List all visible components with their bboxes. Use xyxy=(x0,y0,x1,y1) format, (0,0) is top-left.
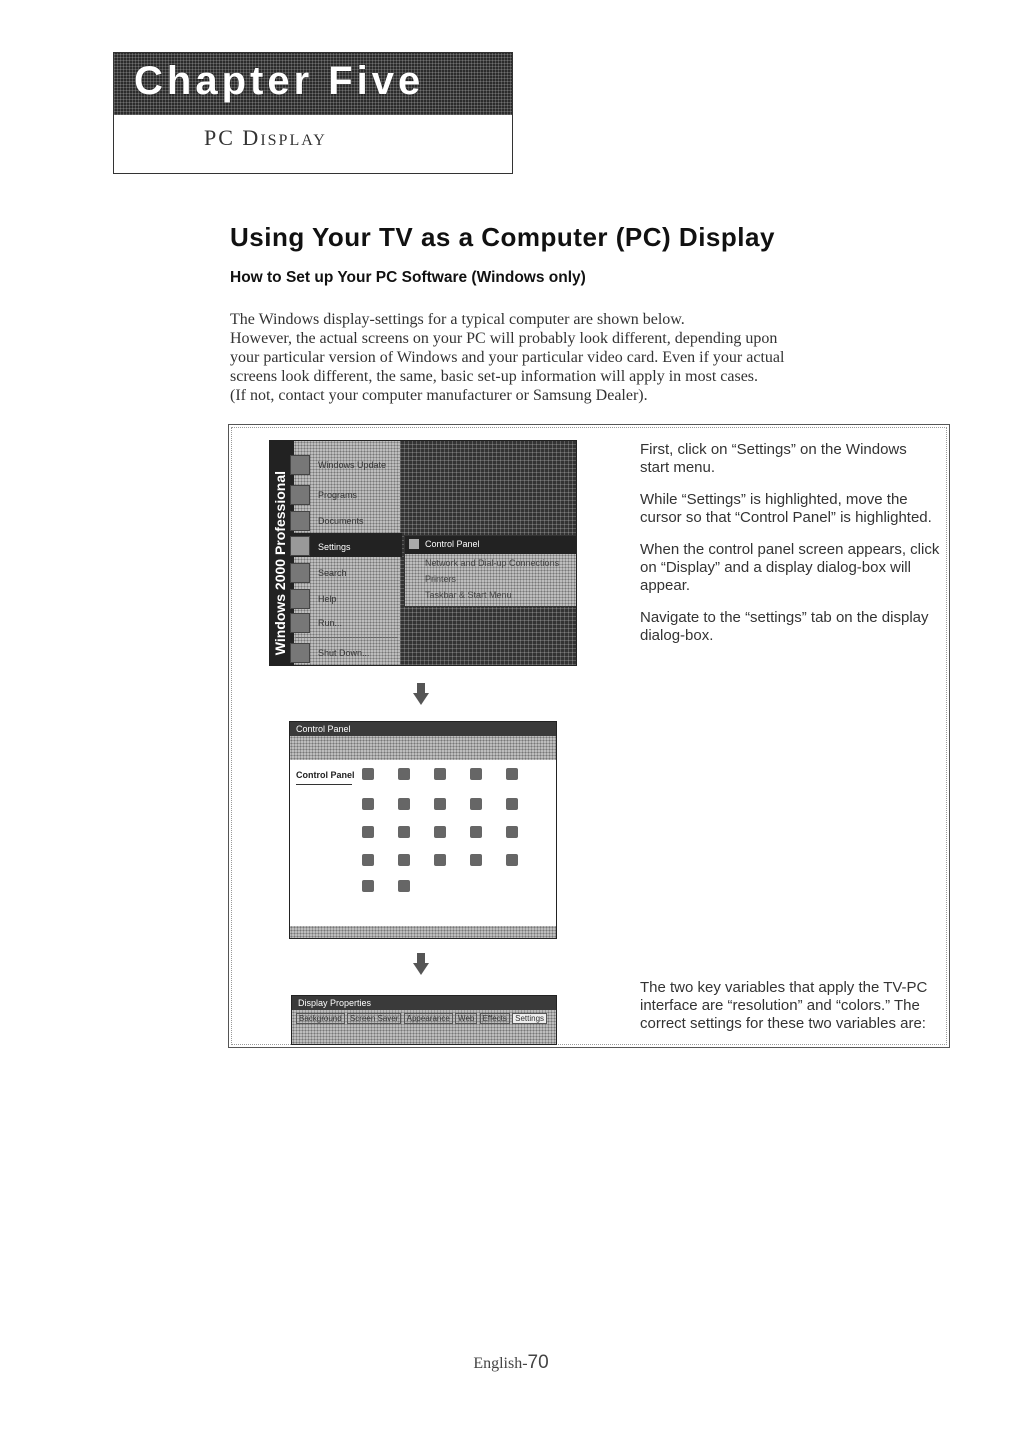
intro-line: screens look different, the same, basic set-up information will apply in most cases. xyxy=(230,368,759,385)
control-panel-titlebar: Control Panel xyxy=(290,722,556,736)
start-menu-screenshot xyxy=(269,440,577,666)
page-title: Using Your TV as a Computer (PC) Display xyxy=(230,222,775,252)
menu-item-help: Help xyxy=(318,594,337,604)
page-number: 70 xyxy=(527,1352,549,1373)
settings-icon xyxy=(290,536,310,556)
game-controllers-icon xyxy=(470,798,482,810)
step-text: Navigate to the “settings” tab on the display dialog-box. xyxy=(640,609,929,644)
tab-appearance[interactable]: Appearance xyxy=(404,1013,453,1024)
display-properties-body xyxy=(291,995,557,1045)
step-text: While “Settings” is highlighted, move the cursor so that “Control Panel” is highlighted. xyxy=(640,491,932,526)
chapter-band xyxy=(114,53,512,115)
menu-item-documents: Documents xyxy=(318,516,364,526)
windows-update-icon xyxy=(290,455,310,475)
internet-options-icon xyxy=(506,798,518,810)
intro-line: The Windows display-settings for a typical computer are shown below. xyxy=(230,311,685,328)
help-icon xyxy=(290,589,310,609)
tab-web[interactable]: Web xyxy=(455,1013,477,1024)
intro-text xyxy=(230,310,950,405)
regional-options-icon xyxy=(398,854,410,866)
menu-item-shut-down: Shut Down... xyxy=(318,648,370,658)
menu-item-run: Run... xyxy=(318,618,343,628)
page-footer xyxy=(0,1352,1022,1374)
shut-down-icon xyxy=(290,643,310,663)
network-icon xyxy=(434,826,446,838)
add-remove-icon xyxy=(434,768,446,780)
accessibility-icon xyxy=(362,768,374,780)
step-text: First, click on “Settings” on the Windows start menu. xyxy=(640,441,907,476)
down-arrow-icon xyxy=(413,683,429,705)
intro-line: your particular version of Windows and your particular video card. Even if your actual xyxy=(230,349,785,366)
steps-column xyxy=(640,441,940,659)
sounds-icon xyxy=(506,854,518,866)
display-properties-titlebar: Display Properties xyxy=(292,996,556,1010)
submenu-item-network: Network and Dial-up Connections xyxy=(425,558,560,568)
folder-options-icon xyxy=(398,798,410,810)
control-panel-statusbar xyxy=(290,926,556,938)
admin-tools-icon xyxy=(470,768,482,780)
documents-icon xyxy=(290,511,310,531)
intro-line: (If not, contact your computer manufacturer or Samsung Dealer). xyxy=(230,387,648,404)
tab-effects[interactable]: Effects xyxy=(480,1013,510,1024)
section-subtitle: How to Set up Your PC Software (Windows only) xyxy=(230,269,586,286)
side-bar-label: Windows 2000 Professional xyxy=(272,470,288,655)
chapter-banner xyxy=(113,52,513,174)
instructions-box xyxy=(228,424,950,1048)
search-icon xyxy=(290,563,310,583)
mouse-icon xyxy=(398,826,410,838)
submenu-item-control-panel: Control Panel xyxy=(425,539,480,549)
control-panel-toolbar xyxy=(290,736,556,760)
scanners-icon xyxy=(434,854,446,866)
variables-intro: The two key variables that apply the TV-PC interface are “resolution” and “colors.” The correct settings for these two variables are: xyxy=(640,979,928,1032)
menu-item-search: Search xyxy=(318,568,347,578)
programs-icon xyxy=(290,485,310,505)
display-icon xyxy=(362,798,374,810)
down-arrow-icon xyxy=(413,953,429,975)
subtitle-rest: ISPLAY xyxy=(260,132,327,149)
date-time-icon xyxy=(506,768,518,780)
system-icon xyxy=(362,880,374,892)
settings-submenu xyxy=(404,535,577,607)
tab-row xyxy=(296,1014,552,1028)
control-panel-sidebar-divider xyxy=(296,784,352,785)
menu-item-settings: Settings xyxy=(318,542,351,552)
scheduled-tasks-icon xyxy=(470,854,482,866)
control-panel-heading: Control Panel xyxy=(296,770,355,780)
footer-prefix: English- xyxy=(473,1355,528,1372)
tab-settings[interactable]: Settings xyxy=(512,1013,547,1024)
add-hardware-icon xyxy=(398,768,410,780)
phone-modem-icon xyxy=(470,826,482,838)
step-text: When the control panel screen appears, click on “Display” and a display dialog-box will appear. xyxy=(640,541,940,594)
control-panel-screenshot xyxy=(289,721,557,939)
variables-column xyxy=(640,979,940,1043)
keyboard-icon xyxy=(362,826,374,838)
chapter-subtitle xyxy=(204,125,327,151)
menu-item-windows-update: Windows Update xyxy=(318,460,387,470)
tab-screen-saver[interactable]: Screen Saver xyxy=(347,1013,401,1024)
run-icon xyxy=(290,613,310,633)
submenu-item-printers: Printers xyxy=(425,574,457,584)
menu-divider xyxy=(296,637,398,638)
subtitle-p: P xyxy=(204,125,219,150)
chapter-title: Chapter Five xyxy=(134,59,425,103)
printers-icon xyxy=(362,854,374,866)
control-panel-submenu-icon xyxy=(409,539,419,549)
intro-line: However, the actual screens on your PC will probably look different, depending upon xyxy=(230,330,778,347)
subtitle-c: C D xyxy=(218,125,261,150)
menu-item-programs: Programs xyxy=(318,490,358,500)
power-options-icon xyxy=(506,826,518,838)
submenu-item-taskbar: Taskbar & Start Menu xyxy=(425,590,512,600)
fonts-icon xyxy=(434,798,446,810)
tab-background[interactable]: Background xyxy=(296,1013,345,1024)
users-icon xyxy=(398,880,410,892)
